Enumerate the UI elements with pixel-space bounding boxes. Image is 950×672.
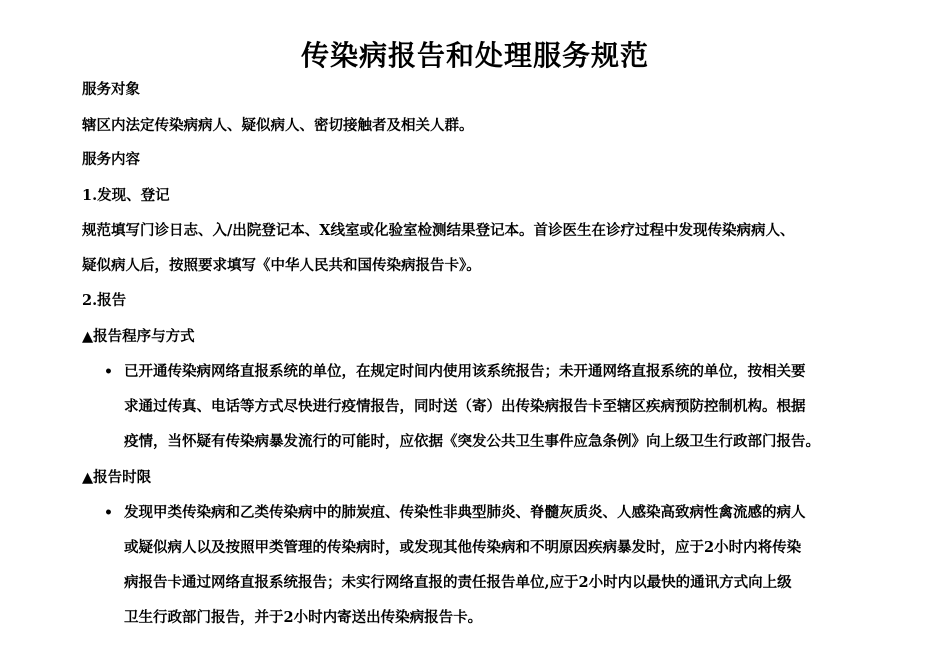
sub2-heading: ▲报告时限 — [82, 469, 152, 486]
sub1-line: 求通过传真、电话等方式尽快进行疫情报告，同时送（寄）出传染病报告卡至辖区疾病预防控制机构。根据 — [124, 398, 806, 415]
section2-heading: 2.报告 — [82, 292, 127, 309]
service-target-text: 辖区内法定传染病病人、疑似病人、密切接触者及相关人群。 — [82, 117, 474, 134]
sub1-line: 已开通传染病网络直报系统的单位，在规定时间内使用该系统报告；未开通网络直报系统的单位，按相关要 — [124, 363, 806, 380]
section1-line: 规范填写门诊日志、入/出院登记本、X线室或化验室检测结果登记本。首诊医生在诊疗过程中发现传染病病人、 — [82, 222, 795, 239]
sub1-line: 疫情，当怀疑有传染病暴发流行的可能时，应依据《突发公共卫生事件应急条例》向上级卫生行政部门报告。 — [124, 433, 820, 450]
service-content-heading: 服务内容 — [82, 151, 140, 168]
section1-heading: 1.发现、登记 — [82, 187, 170, 204]
sub2-line: 病报告卡通过网络直报系统报告；未实行网络直报的责任报告单位,应于2小时内以最快的通讯方式向上级 — [124, 574, 792, 591]
sub2-line: 或疑似病人以及按照甲类管理的传染病时，或发现其他传染病和不明原因疾病暴发时，应于2小时内将传染 — [124, 539, 802, 556]
bullet-icon: • — [104, 364, 113, 380]
sub1-heading: ▲报告程序与方式 — [82, 328, 195, 345]
sub2-line: 发现甲类传染病和乙类传染病中的肺炭疽、传染性非典型肺炎、脊髓灰质炎、人感染高致病性禽流感的病人 — [124, 504, 806, 521]
bullet-icon: • — [104, 505, 113, 521]
section1-line: 疑似病人后，按照要求填写《中华人民共和国传染病报告卡》。 — [82, 257, 481, 274]
sub2-line: 卫生行政部门报告，并于2小时内寄送出传染病报告卡。 — [124, 609, 483, 626]
service-target-heading: 服务对象 — [82, 81, 140, 98]
page-title: 传染病报告和处理服务规范 — [300, 39, 649, 72]
